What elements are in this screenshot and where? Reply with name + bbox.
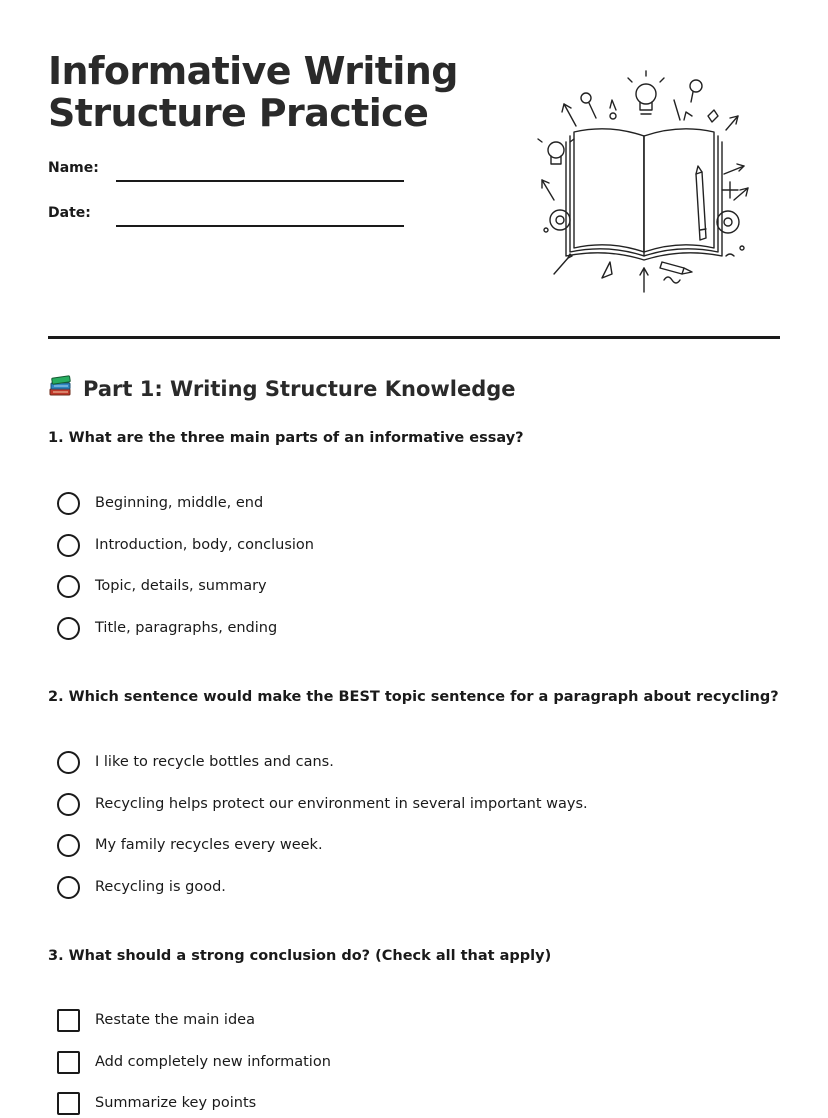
radio-button[interactable]	[57, 534, 80, 557]
open-book-illustration	[534, 70, 754, 295]
checkbox[interactable]	[57, 1009, 80, 1032]
part-1-heading-text: Part 1: Writing Structure Knowledge	[83, 377, 516, 401]
name-line[interactable]	[116, 180, 404, 182]
question-3: 3. What should a strong conclusion do? (Check all that apply)	[48, 948, 552, 964]
radio-button[interactable]	[57, 617, 80, 640]
option-label: Summarize key points	[95, 1095, 257, 1111]
q3-option-3[interactable]	[57, 1090, 256, 1116]
radio-button[interactable]	[57, 793, 80, 816]
checkbox[interactable]	[57, 1092, 80, 1115]
option-label: Add completely new information	[95, 1054, 331, 1070]
option-label: Introduction, body, conclusion	[95, 537, 314, 553]
checkbox[interactable]	[57, 1051, 80, 1074]
q2-option-2[interactable]	[57, 791, 588, 817]
page-title	[48, 50, 468, 134]
question-1: 1. What are the three main parts of an informative essay?	[48, 430, 524, 446]
radio-button[interactable]	[57, 876, 80, 899]
option-label: Recycling helps protect our environment in several important ways.	[95, 796, 588, 812]
radio-button[interactable]	[57, 492, 80, 515]
name-field[interactable]	[48, 160, 408, 190]
date-line[interactable]	[116, 225, 404, 227]
header-divider	[48, 336, 780, 339]
q2-option-4[interactable]	[57, 874, 226, 900]
radio-button[interactable]	[57, 834, 80, 857]
option-label: Topic, details, summary	[95, 578, 267, 594]
option-label: Beginning, middle, end	[95, 495, 264, 511]
q1-option-3[interactable]	[57, 573, 267, 599]
part-1-heading	[48, 373, 516, 405]
option-label: I like to recycle bottles and cans.	[95, 754, 334, 770]
radio-button[interactable]	[57, 751, 80, 774]
option-label: My family recycles every week.	[95, 837, 323, 853]
name-label: Name:	[48, 160, 99, 176]
q1-option-4[interactable]	[57, 615, 277, 641]
date-label: Date:	[48, 205, 91, 221]
date-field[interactable]	[48, 205, 408, 235]
option-label: Restate the main idea	[95, 1012, 255, 1028]
q3-option-2[interactable]	[57, 1049, 331, 1075]
q2-option-3[interactable]	[57, 832, 323, 858]
q1-option-1[interactable]	[57, 490, 263, 516]
title-line-1: Informative Writing	[48, 49, 458, 93]
title-line-2: Structure Practice	[48, 91, 429, 135]
option-label: Recycling is good.	[95, 879, 226, 895]
option-label: Title, paragraphs, ending	[95, 620, 278, 636]
question-2: 2. Which sentence would make the BEST topic sentence for a paragraph about recycling?	[48, 689, 779, 705]
books-icon	[48, 373, 73, 405]
q3-option-1[interactable]	[57, 1007, 255, 1033]
q1-option-2[interactable]	[57, 532, 314, 558]
q2-option-1[interactable]	[57, 749, 334, 775]
radio-button[interactable]	[57, 575, 80, 598]
